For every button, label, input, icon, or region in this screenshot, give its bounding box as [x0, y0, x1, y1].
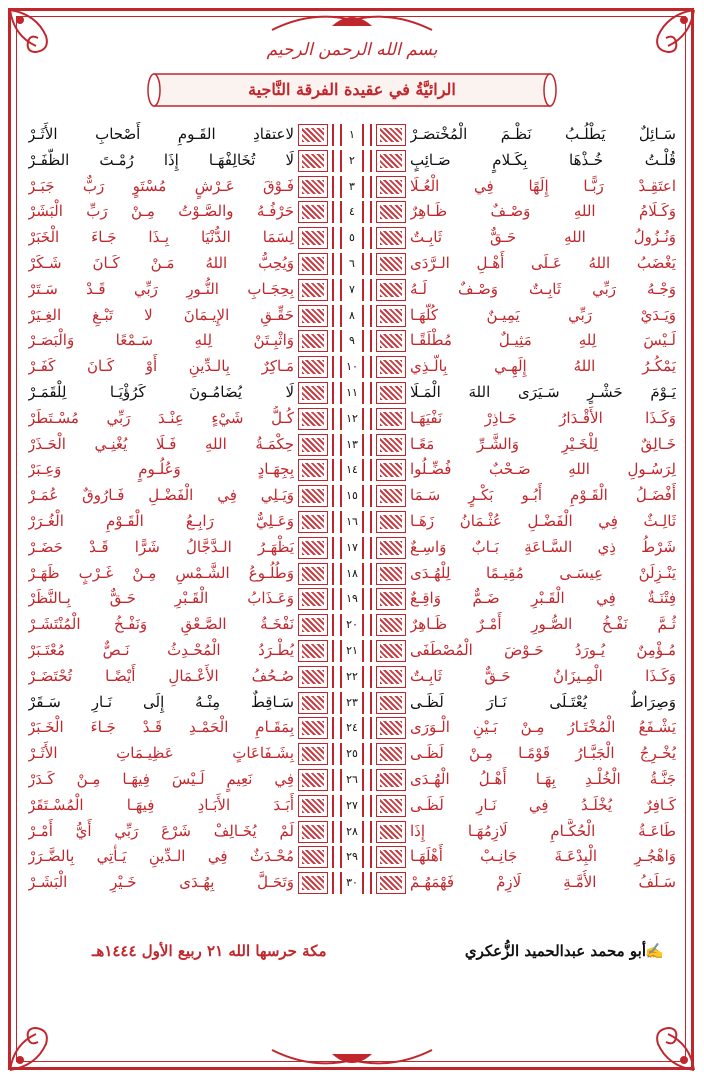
place-date: مكة حرسها الله ٢١ ربيع الأول ١٤٤٤هـ — [92, 942, 327, 960]
verse-second-hemistich: يُطْـرَدُ الْمُحْـدِثُ نَـصٌّ مُعْتَـبَرْ — [28, 640, 294, 659]
verse-second-hemistich: لاعتقادِ القَـومِ أَصْحابِ الأَثَـرْ — [28, 125, 294, 143]
verse-second-hemistich: فِي نَعِيمٍ لَـيْسَ فِيهَـا مِـنْ كَـدَرْ — [28, 769, 294, 788]
verse-first-hemistich: يَشْـفَعُ الْمُخْتَـارُ مِـنْ بَـيْنِ الْـوَرَى — [410, 718, 676, 737]
verse-row — [28, 690, 676, 716]
verse-first-hemistich: مُـؤْمِنٌ يُـورَدُ حَـوْضَ الْمُصْطَفَى — [410, 640, 676, 659]
verse-first-hemistich: قُلْـتُ خُـذْهَا بِكَـلامٍ صَـائِبٍ — [410, 150, 676, 169]
diamond-pattern-icon — [298, 382, 328, 404]
verse-second-hemistich: وَيَـلِي فِي الْفَضْـلِ فَـارُوقٌ عُمَـرْ — [28, 486, 294, 505]
diamond-pattern-icon — [376, 511, 406, 533]
verse-row — [28, 380, 676, 406]
verse-number: ٢٦ — [346, 772, 358, 786]
diamond-pattern-icon — [376, 253, 406, 275]
verse-row — [28, 870, 676, 896]
verse-row — [28, 741, 676, 767]
verse-first-hemistich: وَكَـلَامُ اللهِ وَصْـفٌ ظَـاهِرٌ — [410, 202, 676, 221]
diamond-pattern-icon — [298, 795, 328, 817]
diamond-pattern-icon — [298, 769, 328, 791]
verse-number: ٢١ — [346, 643, 358, 657]
verse-row — [28, 174, 676, 200]
verse-first-hemistich: جَنَّـةُ الْخُلْـدِ بِهَـا أَهْـلُ الْهُـدَى — [410, 769, 676, 788]
verse-first-hemistich: اعتَقِـدْ رَبًّـا إِلَهًا فِي الْعُـلَا — [410, 176, 676, 195]
diamond-pattern-icon — [298, 821, 328, 843]
verse-number-ornament — [298, 227, 406, 249]
diamond-pattern-icon — [376, 743, 406, 765]
verse-number-ornament — [298, 588, 406, 610]
verse-first-hemistich: يُخْـرِجُ الْجَبَّـارُ قَوْمًـا مِـنْ لَظَـى — [410, 744, 676, 763]
diamond-pattern-icon — [298, 485, 328, 507]
verse-first-hemistich: طَاعَـةُ الْحُكَّـامِ لَازِمُهَـا إِذَا — [410, 821, 676, 840]
diamond-pattern-icon — [376, 124, 406, 146]
verse-first-hemistich: ثَالِـثٌ فِي الْفَضْـلِ عُثْـمَانُ زَهَـا — [410, 511, 676, 530]
verse-row — [28, 844, 676, 870]
verse-row — [28, 148, 676, 174]
verse-number-ornament — [298, 150, 406, 172]
verse-first-hemistich: يَـوْمَ حَشْـرٍ سَـيَرَى اللهَ الْمَـلَا — [410, 382, 676, 401]
verse-number-ornament — [298, 821, 406, 843]
verse-second-hemistich: وَاثْبِـتَنْ لِلهِ سَـمْعًا وَالْبَصَـرْ — [28, 331, 294, 350]
verse-row — [28, 767, 676, 793]
verse-second-hemistich: لَا تُخَالِفْهَـا إِذَا رُمْـتَ الظَّفَـرْ — [28, 150, 294, 169]
diamond-pattern-icon — [376, 176, 406, 198]
verse-number: ١٦ — [346, 514, 358, 528]
verse-number-ornament — [298, 253, 406, 275]
diamond-pattern-icon — [298, 434, 328, 456]
diamond-pattern-icon — [298, 356, 328, 378]
diamond-pattern-icon — [298, 330, 328, 352]
verse-number: ٢٥ — [346, 747, 358, 761]
verse-number: ٢٣ — [346, 695, 358, 709]
verse-second-hemistich: صُـحُفُ الأَعْـمَالِ أَيْضًـا تُحْتَضَـرْ — [28, 666, 294, 685]
verse-first-hemistich: فِتْنَـةٌ فِي الْقَـبْرِ ضَـمٌّ وَاقِـعٌ — [410, 589, 676, 608]
verse-second-hemistich: أَبَـدَ الأَبَـادِ فِيهَـا الْمُسْـتَقَرْ — [28, 795, 294, 814]
verse-number-ornament — [298, 356, 406, 378]
diamond-pattern-icon — [298, 588, 328, 610]
verse-number: ٤ — [349, 205, 355, 219]
verse-number-ornament — [298, 640, 406, 662]
diamond-pattern-icon — [298, 717, 328, 739]
verse-second-hemistich: حَرْفُـهُ والصَّـوْتُ مِـنْ رَبِّ الْبَشَرْ — [28, 202, 294, 221]
diamond-pattern-icon — [298, 614, 328, 636]
diamond-pattern-icon — [298, 511, 328, 533]
verse-number: ٣٠ — [346, 876, 358, 890]
verse-first-hemistich: لِرَسُـولِ اللهِ صَـحْبٌ فُضِّـلُوا — [410, 460, 676, 479]
verse-second-hemistich: وَعَـلِيٌّ رَابِـعُ الْقَـوْمِ الْغُـرَرْ — [28, 511, 294, 530]
verse-number-ornament — [298, 769, 406, 791]
diamond-pattern-icon — [376, 588, 406, 610]
diamond-pattern-icon — [376, 305, 406, 327]
diamond-pattern-icon — [376, 614, 406, 636]
verse-row — [28, 251, 676, 277]
verse-number-ornament — [298, 124, 406, 146]
verse-second-hemistich: وَعَـذَابُ الْقَـبْرِ حَـقٌّ بِـالنَّظَرْ — [28, 589, 294, 608]
verse-number-ornament — [298, 614, 406, 636]
verse-row — [28, 406, 676, 432]
verse-second-hemistich: فَـوْقَ عَـرْشٍ مُسْتَوٍ رَبٌّ جَبَـرْ — [28, 176, 294, 195]
verse-first-hemistich: يَغْضَبُ اللهُ عَـلَى أَهْـلِ الـرَّدَى — [410, 253, 676, 272]
verse-number: ٢٧ — [346, 798, 358, 812]
diamond-pattern-icon — [376, 537, 406, 559]
verse-second-hemistich: كُـلُّ شَيْءٍ عِنْـدَ رَبِّي مُسْـتَطَرْ — [28, 408, 294, 427]
poem-verses — [28, 122, 676, 896]
verse-second-hemistich: بِمَقَـامِ الْحَمْـدِ قَـدْ جَـاءَ الْخَـبَرْ — [28, 718, 294, 737]
verse-first-hemistich: أَفْضَـلُ الْقَـوْمِ أَبُـو بَكْـرٍ سَـمَا — [410, 486, 676, 505]
verse-number: ١١ — [346, 385, 358, 399]
verse-first-hemistich: سَـائِلٌ يَطْلُـبُ نَظْـمَ الْمُخْتصَـرْ — [410, 125, 676, 143]
verse-row — [28, 638, 676, 664]
verse-number: ١٣ — [346, 437, 358, 451]
diamond-pattern-icon — [376, 408, 406, 430]
verse-second-hemistich: سَـاقِطٌ مِنْـهُ إِلَى نَـارِ سَـقَرْ — [28, 692, 294, 711]
diamond-pattern-icon — [298, 279, 328, 301]
verse-row — [28, 303, 676, 329]
verse-first-hemistich: شَرْطُ ذِي السَّـاعَةِ بَـابٌ وَاسِـعٌ — [410, 537, 676, 556]
verse-number: ٦ — [349, 256, 355, 270]
verse-second-hemistich: وَيُحِبُّ اللهُ مَـنْ كَـانَ شَـكَرْ — [28, 253, 294, 272]
page-title: الرائيَّةُ في عقيدة الفرقة النَّاجية — [248, 80, 456, 99]
diamond-pattern-icon — [376, 201, 406, 223]
verse-row — [28, 612, 676, 638]
verse-first-hemistich: يَنْـزِلَنْ عِيسَـى مُقِيـمًا لِلْهُـدَى — [410, 563, 676, 582]
verse-second-hemistich: مُحْـدَثٌ فِي الـدِّينِ يَـأْتِي بِالضَّـرَرْ — [28, 847, 294, 866]
diamond-pattern-icon — [376, 150, 406, 172]
bottom-border-ornament-icon — [262, 1046, 442, 1074]
verse-number-ornament — [298, 692, 406, 714]
verse-number-ornament — [298, 846, 406, 868]
verse-row — [28, 561, 676, 587]
verse-first-hemistich: وَاهْجُـرِ الْبِدْعَـةَ جَانِـبْ أَهْلَهَـا — [410, 847, 676, 866]
diamond-pattern-icon — [376, 846, 406, 868]
verse-number-ornament — [298, 485, 406, 507]
verse-number: ١٥ — [346, 489, 358, 503]
diamond-pattern-icon — [376, 356, 406, 378]
corner-ornament-icon — [628, 1004, 698, 1074]
verse-row — [28, 664, 676, 690]
verse-number-ornament — [298, 279, 406, 301]
verse-number-ornament — [298, 382, 406, 404]
verse-second-hemistich: حِكْمَـةُ اللهِ فَـلَا يُغْنِـي الْحَـذَرْ — [28, 434, 294, 453]
verse-second-hemistich: لَمْ يُخَـالِفْ شَرْعَ رَبِّي أَيُّ أَمْـرْ — [28, 821, 294, 840]
basmala-calligraphy: بسم الله الرحمن الرحيم — [266, 40, 438, 60]
diamond-pattern-icon — [376, 434, 406, 456]
verse-row — [28, 432, 676, 458]
verse-number: ٢٩ — [346, 850, 358, 864]
verse-number: ١٠ — [346, 360, 358, 374]
verse-first-hemistich: يَمْكُـرُ اللهُ إِلَهِـي بِالَّـذِي — [410, 357, 676, 376]
diamond-pattern-icon — [298, 176, 328, 198]
verse-first-hemistich: ثُـمَّ نَفْـخُ الصُّـورِ أَمْـرٌ ظَـاهِرٌ — [410, 615, 676, 634]
verse-second-hemistich: وَتَحَـلَّ بِهُـدَى خَـيْرِ الْبَشَـرْ — [28, 873, 294, 892]
verse-first-hemistich: كَـافِرٌ يُخْلَـدُ فِي نَـارِ لَظَـى — [410, 795, 676, 814]
verse-row — [28, 509, 676, 535]
diamond-pattern-icon — [376, 795, 406, 817]
verse-number: ٢٢ — [346, 669, 358, 683]
verse-number: ٨ — [349, 308, 355, 322]
verse-number: ٢٠ — [346, 618, 358, 632]
pen-icon: ✍ — [645, 942, 664, 960]
verse-row — [28, 483, 676, 509]
verse-second-hemistich: مَـاكِرٌ بِالـدِّينِ أَوْ كَـانَ كَفَـرْ — [28, 357, 294, 376]
top-border-ornament-icon — [262, 6, 442, 34]
diamond-pattern-icon — [376, 769, 406, 791]
diamond-pattern-icon — [298, 150, 328, 172]
diamond-pattern-icon — [298, 872, 328, 894]
verse-second-hemistich: نَفْخَـةُ الصَّـعْقِ وَنَفْـخُ الْمُنْتَشَـرْ — [28, 615, 294, 634]
diamond-pattern-icon — [298, 408, 328, 430]
verse-first-hemistich: سَـلَفُ الأُمَّـةِ لَازِمْ فَهْمَهُـمْ — [410, 873, 676, 892]
verse-second-hemistich: لَا يُضَامُـونَ كَرُؤْيَـا لِلْقَمَـرْ — [28, 382, 294, 401]
verse-number-ornament — [298, 666, 406, 688]
diamond-pattern-icon — [298, 846, 328, 868]
verse-second-hemistich: بِجِهَـادٍ وَعُلُـومٍ وَعِـبَرْ — [28, 460, 294, 479]
verse-number: ١٤ — [346, 463, 358, 477]
verse-row — [28, 457, 676, 483]
verse-row — [28, 122, 676, 148]
verse-number-ornament — [298, 459, 406, 481]
verse-number: ١٢ — [346, 411, 358, 425]
verse-first-hemistich: وَصِرَاطٌ يُعْتَـلَى نَـارَ لَظَـى — [410, 692, 676, 711]
diamond-pattern-icon — [298, 692, 328, 714]
verse-number-ornament — [298, 201, 406, 223]
verse-number: ٢٤ — [346, 721, 358, 735]
verse-first-hemistich: وَكَـذَا الْمِـيزَانُ حَـقٌّ ثَابِـتٌ — [410, 666, 676, 685]
verse-row — [28, 354, 676, 380]
diamond-pattern-icon — [376, 640, 406, 662]
verse-row — [28, 277, 676, 303]
verse-second-hemistich: بِحِجَـابِ النُّـورِ رَبِّي قَـدْ سَـتَرْ — [28, 279, 294, 298]
verse-row — [28, 199, 676, 225]
verse-second-hemistich: لِسَمَا الدُّنْيَا بِـذَا جَـاءَ الْخَبَرْ — [28, 228, 294, 247]
diamond-pattern-icon — [298, 124, 328, 146]
verse-row — [28, 793, 676, 819]
verse-number-ornament — [298, 743, 406, 765]
verse-first-hemistich: وَنُـزُولُ اللهِ حَـقٌّ ثَابِـتٌ — [410, 228, 676, 247]
diamond-pattern-icon — [376, 459, 406, 481]
verse-number: ١ — [349, 128, 355, 141]
verse-number-ornament — [298, 330, 406, 352]
verse-first-hemistich: وَكَـذَا الأَقْـدَارُ حَـاذِرْ نَفْيَهَـا — [410, 408, 676, 427]
verse-row — [28, 328, 676, 354]
diamond-pattern-icon — [376, 227, 406, 249]
verse-number: ١٧ — [346, 540, 358, 554]
verse-second-hemistich: بِشَـفَاعَاتٍ عَظِيـمَاتِ الأَثَـرْ — [28, 744, 294, 763]
verse-number-ornament — [298, 563, 406, 585]
diamond-pattern-icon — [376, 279, 406, 301]
diamond-pattern-icon — [298, 201, 328, 223]
verse-first-hemistich: لَـيْسَ لِلهِ مَثِيـلٌ مُطْلَقًـا — [410, 331, 676, 350]
diamond-pattern-icon — [298, 640, 328, 662]
verse-number-ornament — [298, 872, 406, 894]
verse-number: ٢ — [349, 153, 355, 167]
verse-first-hemistich: وَجْـهُ رَبِّي ثَابِـتٌ وَصْـفٌ لَـهُ — [410, 279, 676, 298]
diamond-pattern-icon — [298, 253, 328, 275]
author-signature — [465, 936, 664, 966]
diamond-pattern-icon — [376, 330, 406, 352]
verse-number: ٥ — [349, 231, 355, 245]
verse-number-ornament — [298, 434, 406, 456]
diamond-pattern-icon — [376, 692, 406, 714]
diamond-pattern-icon — [298, 537, 328, 559]
verse-row — [28, 819, 676, 845]
diamond-pattern-icon — [376, 382, 406, 404]
diamond-pattern-icon — [298, 666, 328, 688]
verse-number-ornament — [298, 408, 406, 430]
verse-number: ١٨ — [346, 566, 358, 580]
diamond-pattern-icon — [376, 485, 406, 507]
verse-number: ٣ — [349, 179, 355, 193]
verse-second-hemistich: وَطُلُـوعُ الشَّـمْسِ مِـنْ غَـرْبٍ ظَهَـرْ — [28, 563, 294, 582]
corner-ornament-icon — [6, 1004, 76, 1074]
verse-row — [28, 586, 676, 612]
verse-row — [28, 715, 676, 741]
verse-number-ornament — [298, 305, 406, 327]
diamond-pattern-icon — [298, 563, 328, 585]
verse-second-hemistich: يَظْهَـرُ الـدَّجَّالُ شَرًّا قَـدْ حَضَـرْ — [28, 537, 294, 556]
diamond-pattern-icon — [298, 459, 328, 481]
verse-first-hemistich: خَـالِقٌ لِلْخَـيْرِ وَالشَّـرِّ مَعًـا — [410, 434, 676, 453]
verse-number: ٧ — [349, 282, 355, 296]
verse-number-ornament — [298, 537, 406, 559]
verse-number-ornament — [298, 511, 406, 533]
diamond-pattern-icon — [298, 743, 328, 765]
verse-first-hemistich: وَيَـدَيْ رَبِّي يَمِيـنٌ كُلُّهَـا — [410, 305, 676, 324]
diamond-pattern-icon — [376, 563, 406, 585]
author-name: أبو محمد عبدالحميد الزُّعكري — [464, 942, 646, 960]
verse-second-hemistich: حَقِّـقِ الإِيـمَانَ لا تَبْـغِ الغِـيَرْ — [28, 305, 294, 324]
diamond-pattern-icon — [376, 872, 406, 894]
verse-number-ornament — [298, 717, 406, 739]
verse-row — [28, 225, 676, 251]
diamond-pattern-icon — [298, 305, 328, 327]
verse-row — [28, 535, 676, 561]
diamond-pattern-icon — [298, 227, 328, 249]
verse-number: ٩ — [349, 334, 355, 348]
verse-number-ornament — [298, 795, 406, 817]
verse-number: ١٩ — [346, 592, 358, 606]
verse-number: ٢٨ — [346, 824, 358, 838]
diamond-pattern-icon — [376, 717, 406, 739]
diamond-pattern-icon — [376, 821, 406, 843]
verse-number-ornament — [298, 176, 406, 198]
diamond-pattern-icon — [376, 666, 406, 688]
